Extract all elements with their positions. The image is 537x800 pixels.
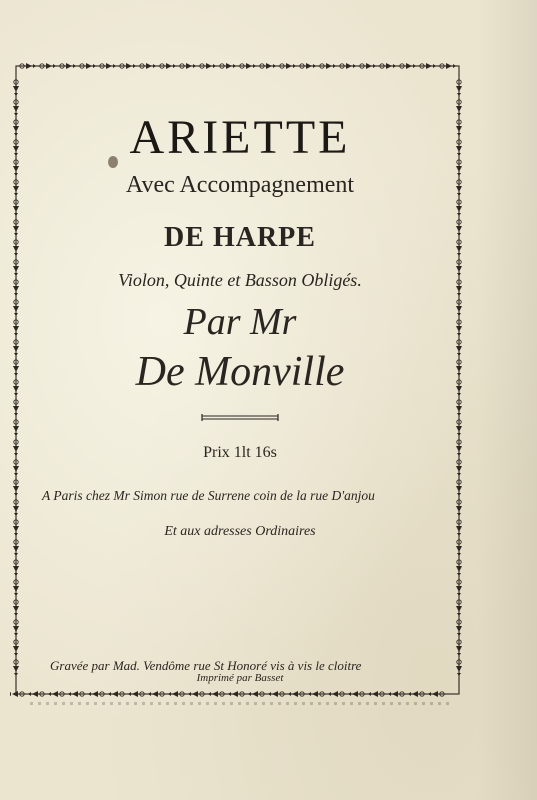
subtitle-accompaniment: Avec Accompagnement	[125, 172, 355, 198]
printer-credit: Imprimé par Basset	[196, 672, 284, 684]
composer-name: De Monville	[135, 349, 345, 395]
instrumentation: Violon, Quinte et Basson Obligés.	[118, 270, 362, 290]
decorative-divider	[200, 412, 280, 422]
engraver-credit: Gravée par Mad. Vendôme rue St Honoré vis à vis le cloitre	[50, 658, 362, 673]
publisher-other-addresses: Et aux adresses Ordinaires	[164, 524, 316, 539]
page-edge-shadow	[477, 0, 537, 800]
subtitle-harp: DE HARPE	[164, 222, 316, 253]
by-line: Par Mr	[183, 301, 297, 343]
page-title: ARIETTE	[129, 111, 351, 164]
bottom-scuff	[30, 702, 450, 705]
price: Prix 1lt 16s	[203, 444, 277, 461]
publisher-address: A Paris chez Mr Simon rue de Surrene coin de la rue D'anjou	[42, 488, 375, 503]
